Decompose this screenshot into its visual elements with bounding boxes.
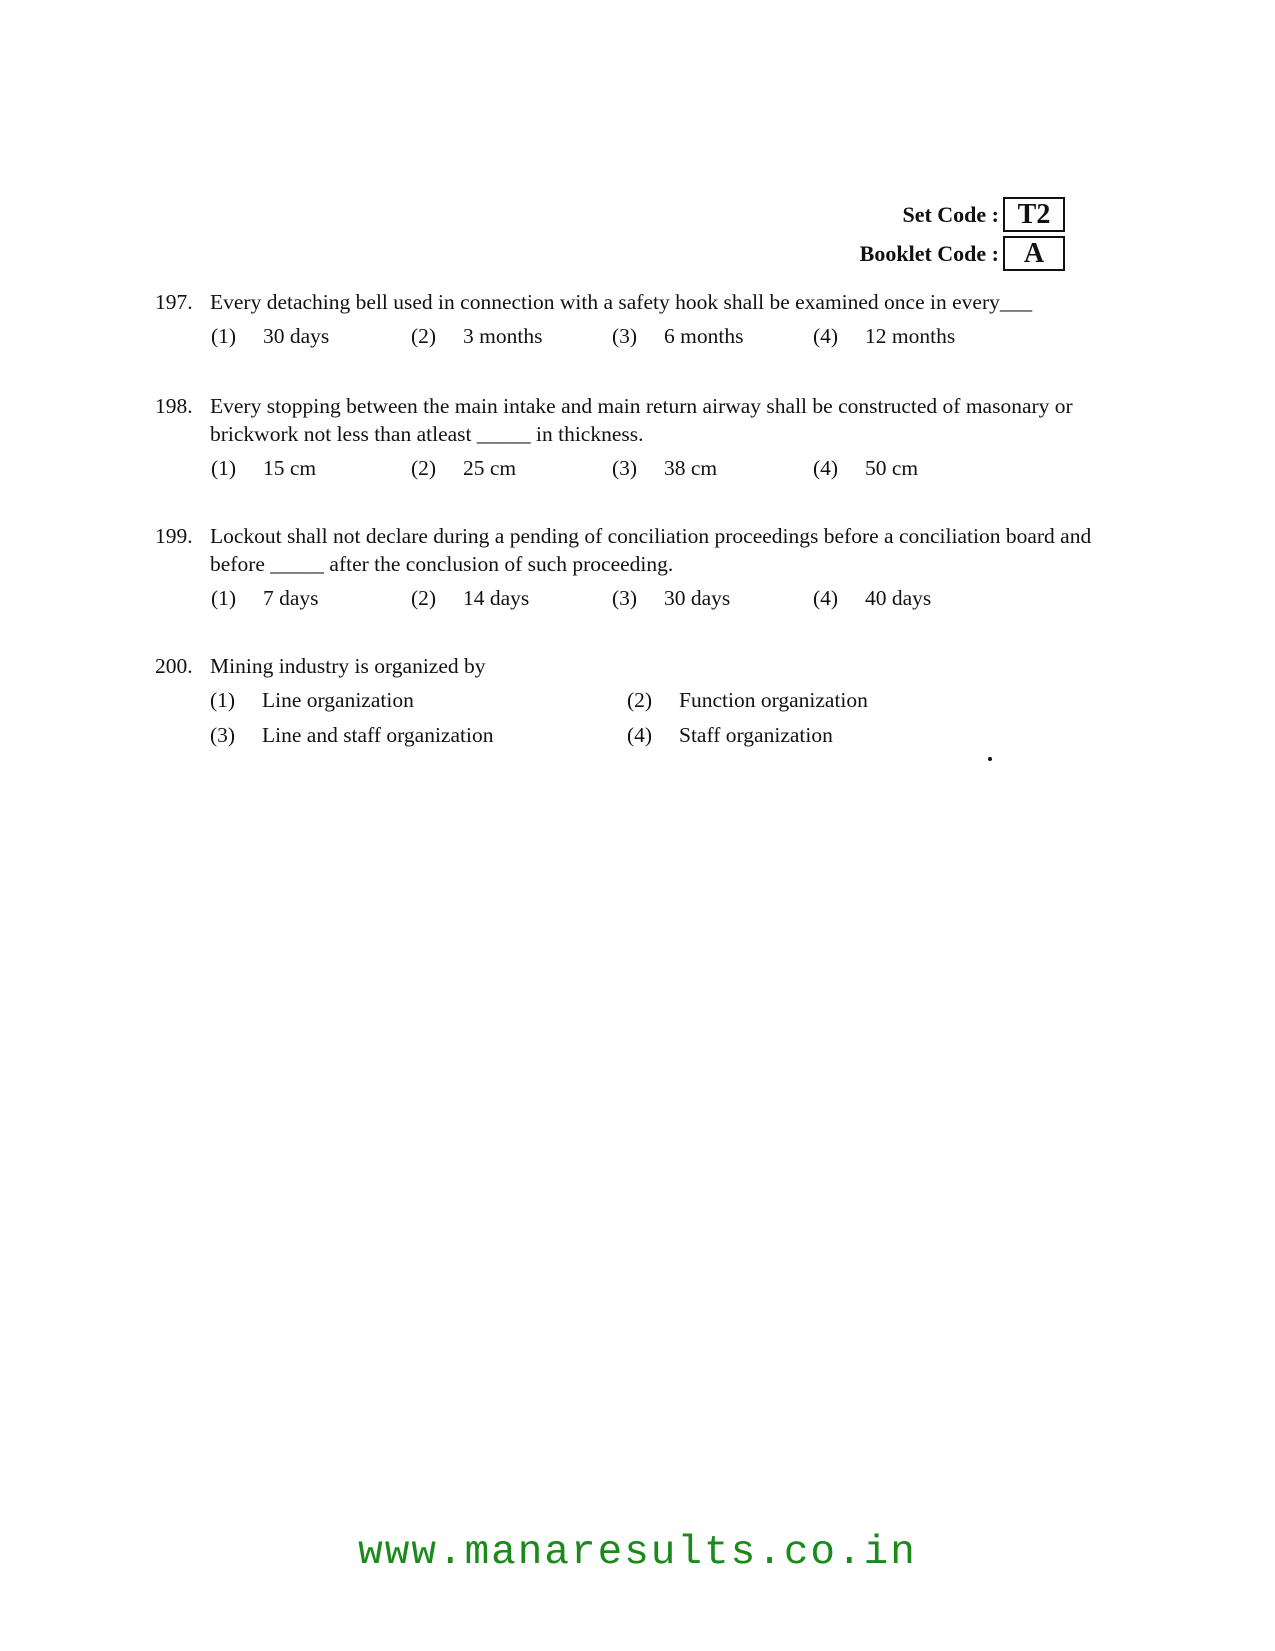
option-2 [411,584,529,612]
footer-watermark-url[interactable]: www.manaresults.co.in [358,1530,917,1576]
options-row [210,686,1105,721]
option-text: 30 days [664,586,731,610]
option-number: (3) [612,456,638,480]
options-grid [210,686,1105,756]
option-2 [411,454,516,482]
option-number: (4) [813,324,839,348]
option-text: Line and staff organization [262,723,494,747]
question-number: 199. [155,524,193,548]
option-number: (3) [210,723,236,747]
option-text: 6 months [664,324,744,348]
options-row [211,584,1105,614]
option-text: 12 months [865,324,956,348]
option-1 [211,584,319,612]
question-text: Lockout shall not declare during a pending of conciliation proceedings before a conciliation board and before _____ after the conclusion of such proceeding. [210,524,1092,576]
option-number: (2) [411,324,437,348]
option-2 [627,686,868,714]
option-3 [612,322,743,350]
option-text: Function organization [679,688,868,712]
option-number: (2) [411,456,437,480]
question-200 [155,652,1105,756]
option-text: 25 cm [463,456,517,480]
option-text: 14 days [463,586,530,610]
option-number: (3) [612,324,638,348]
code-panel [860,195,1065,273]
option-number: (4) [813,456,839,480]
option-text: 50 cm [865,456,919,480]
option-3 [612,454,717,482]
question-199 [155,522,1105,614]
option-2 [411,322,542,350]
option-number: (1) [211,324,237,348]
option-text: 15 cm [263,456,317,480]
booklet-code-row [860,234,1065,273]
option-1 [211,454,316,482]
options-row [211,454,1105,484]
options-row [211,322,1105,352]
option-text: 40 days [865,586,932,610]
option-number: (1) [211,456,237,480]
set-code-value: T2 [1003,197,1065,232]
question-text: Every detaching bell used in connection with a safety hook shall be examined once in every___ [210,290,1033,314]
options-row [210,721,1105,756]
question-198 [155,392,1105,484]
booklet-code-label: Booklet Code : [859,240,999,266]
option-number: (2) [411,586,437,610]
stray-mark [988,757,992,761]
set-code-label: Set Code : [902,201,999,227]
option-number: (1) [210,688,236,712]
booklet-code-value: A [1003,236,1065,271]
option-4 [813,322,955,350]
option-number: (1) [211,586,237,610]
question-197 [155,288,1105,352]
question-number: 200. [155,654,193,678]
option-text: 7 days [263,586,319,610]
option-number: (2) [627,688,653,712]
set-code-row [860,195,1065,234]
option-number: (4) [813,586,839,610]
option-text: 3 months [463,324,543,348]
option-1 [211,322,329,350]
option-text: Line organization [262,688,414,712]
question-number: 197. [155,290,193,314]
option-3 [612,584,730,612]
option-number: (4) [627,723,653,747]
option-4 [627,721,833,749]
question-number: 198. [155,394,193,418]
option-3 [210,721,493,749]
option-4 [813,584,931,612]
option-text: 30 days [263,324,330,348]
question-text: Every stopping between the main intake and main return airway shall be constructed of masonary or brickwork not less than atleast _____ in thickness. [210,394,1073,446]
option-text: Staff organization [679,723,833,747]
option-4 [813,454,918,482]
option-number: (3) [612,586,638,610]
question-text: Mining industry is organized by [210,654,486,678]
option-1 [210,686,414,714]
option-text: 38 cm [664,456,718,480]
